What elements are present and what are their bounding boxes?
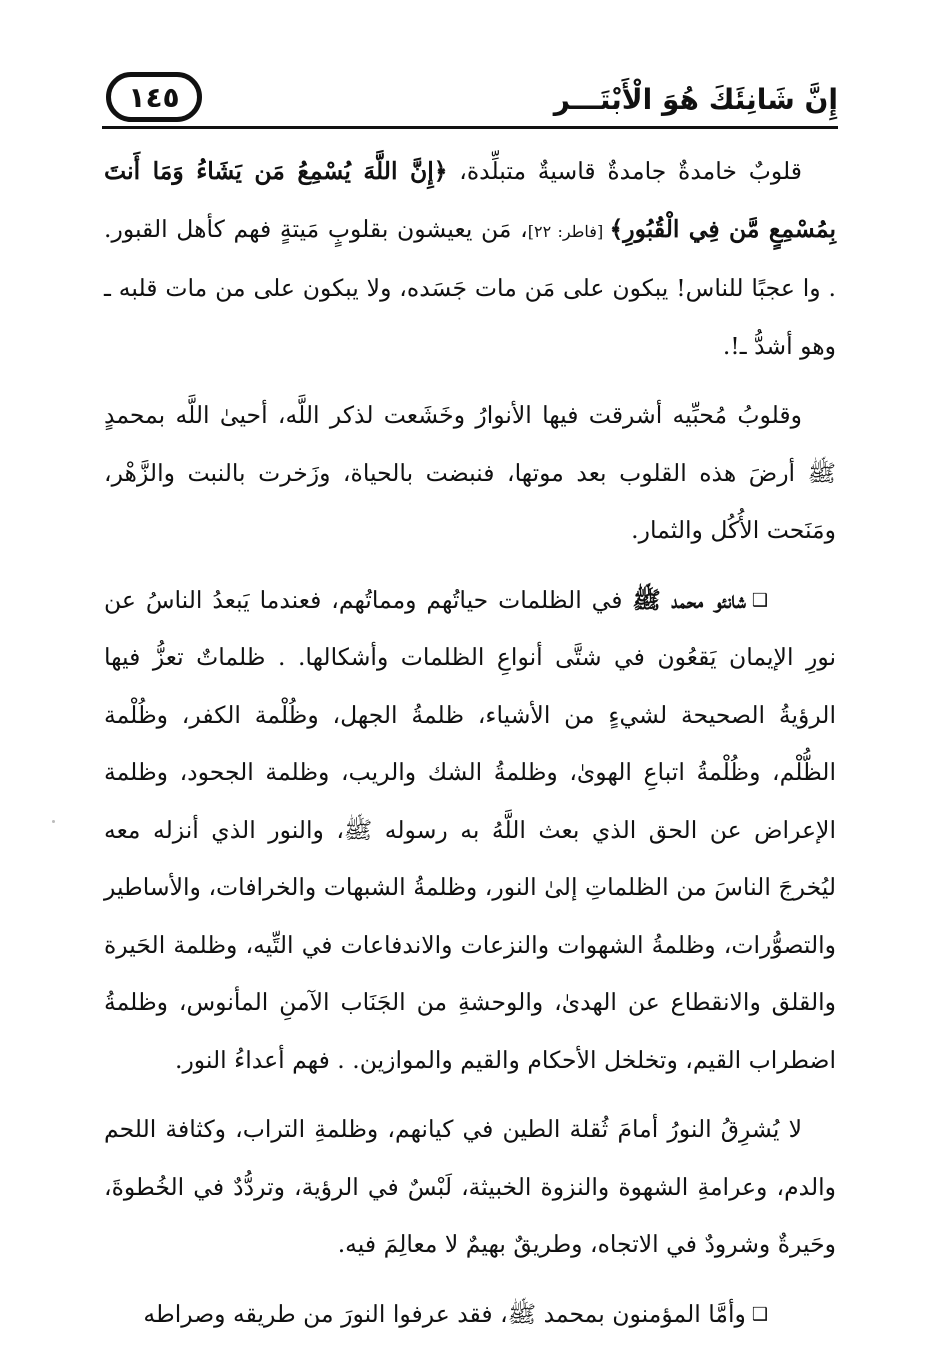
page-number: ١٤٥: [128, 80, 180, 114]
paragraph-1-rest: ، مَن يعيشون بقلوبٍ مَيتةٍ فهم كأهل القبور. . وا عجبًا للناس! يبكون على مَن مات جَسَده، ولا يبكون على من مات قلبه ـ وهو أشدُّ ـ!.: [104, 214, 836, 360]
page-number-badge: [106, 72, 202, 122]
gutter-dot: [52, 820, 55, 823]
paragraph-4: [104, 1101, 836, 1274]
page-header: [102, 66, 838, 130]
paragraph-3-lead: شانئو محمد ﷺ: [632, 585, 746, 614]
paragraph-2: [104, 387, 836, 560]
header-rule: [102, 126, 838, 129]
paragraph-1: [104, 143, 836, 375]
quran-citation: [فاطر: ٢٢]: [527, 221, 610, 241]
paragraph-5-text: وأمَّا المؤمنون بمحمد ﷺ، فقد عرفوا النورَ من طريقه وصراطه: [143, 1299, 746, 1328]
body-text: [104, 143, 836, 1343]
paragraph-2-text: وقلوبُ مُحبِّيه أشرقت فيها الأنوارُ وخَشَعت لذكر اللَّه، أحيىٰ اللَّه بمحمدٍ ﷺ أرضَ هذه القلوب بعد موتها، فنبضت بالحياة، وزَخرت بالنبت والزَّهْر، ومَنَحت الأُكُل والثمار.: [104, 401, 836, 544]
running-title: إِنَّ شَانِئَكَ هُوَ الْأَبْتَـــر: [553, 83, 838, 116]
paragraph-1-intro: قلوبٌ خامدةٌ جامدةٌ قاسيةٌ متبلِّدة،: [447, 157, 802, 185]
section-marker-icon: ❑: [751, 1303, 768, 1325]
paragraph-4-text: لا يُشرِقُ النورُ أمامَ ثُقلة الطين في كيانهم، وظلمةِ التراب، وكثافة اللحم والدم، وعرامةِ الشهوة والنزوة الخبيثة، لَبْسٌ في الرؤية، وتردُّدٌ في الخُطوةَ، وحَيرةٌ وشرودٌ في الاتجاه، وطريقٌ بهيمٌ لا معالِمَ فيه.: [104, 1115, 836, 1258]
paragraph-5: [104, 1286, 836, 1344]
quran-quote: ﴿إِنَّ اللَّهَ يُسْمِعُ مَن يَشَاءُ وَمَا أَنتَ بِمُسْمِعٍ مَّن فِي الْقُبُورِ﴾: [104, 157, 836, 243]
paragraph-3-text: في الظلمات حياتُهم ومماتُهم، فعندما يَبعدُ الناسُ عن نورِ الإيمان يَقعُون في شتَّى أنواعِ الظلمات وأشكالها. . ظلماتٌ تعزُّ فيها الرؤيةُ الصحيحة لشيءٍ من الأشياء، ظلمةُ الجهل، وظُلْمة الكفر، وظُلْمة الظُّلْم، وظُلْمةُ اتباعِ الهوىٰ، وظلمةُ الشك والريب، وظلمة الجحود، وظلمة الإعراض عن الحق الذي بعث اللَّهُ به رسوله ﷺ، والنور الذي أنزله معه ليُخرجَ الناسَ من الظلماتِ إلىٰ النور، وظلمةُ الشبهات والخرافات، والأساطير والتصوُّرات، وظلمةُ الشهوات والنزعات والاندفاعات في التِّيه، وظلمة الحَيرة والقلق والانقطاع عن الهدىٰ، والوحشةِ من الجَنَاب الآمنِ المأنوس، وظلمةُ اضطراب القيم، وتخلخل الأحكام والقيم والموازين. . فهم أعداءُ النور.: [104, 585, 836, 1074]
section-marker-icon: ❑: [751, 589, 768, 611]
paragraph-3: [104, 572, 836, 1090]
